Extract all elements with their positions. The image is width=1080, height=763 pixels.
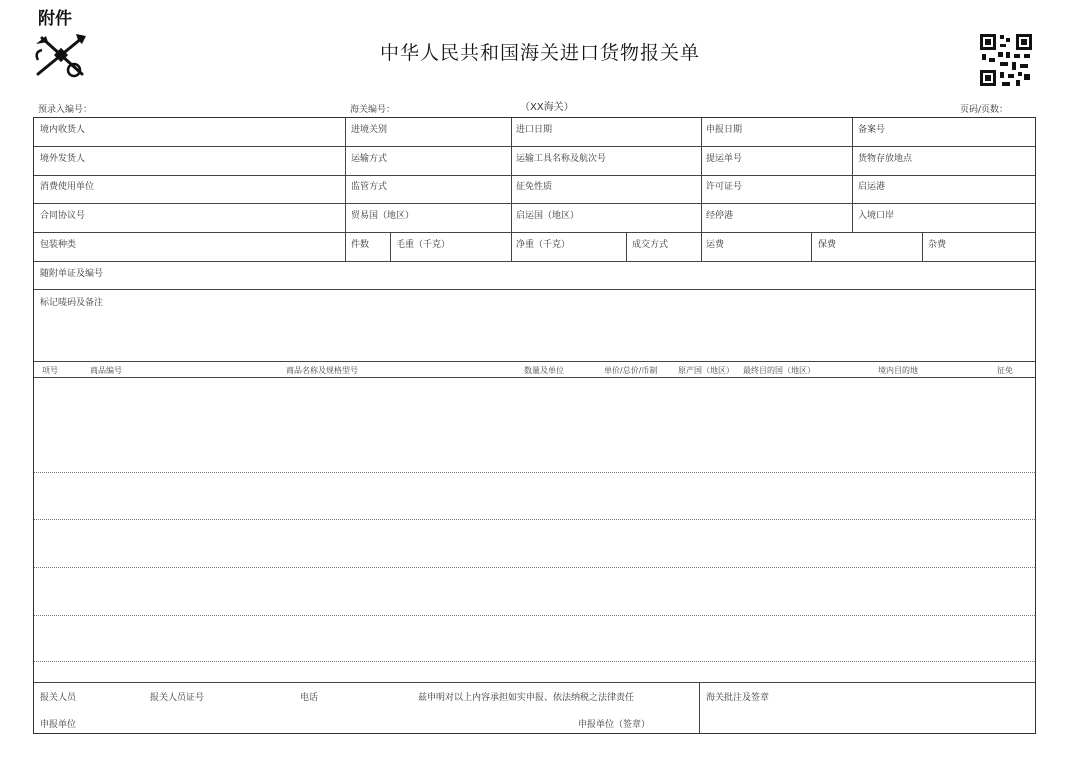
contract-no-label: 合同协议号 bbox=[40, 211, 86, 221]
supervision-mode-label: 监管方式 bbox=[351, 182, 388, 192]
misc-charges-label: 杂费 bbox=[928, 240, 947, 250]
transit-port-label: 经停港 bbox=[706, 211, 734, 221]
import-date-label: 进口日期 bbox=[516, 125, 553, 135]
declaring-unit-seal-label: 申报单位（签章） bbox=[578, 720, 651, 730]
entry-port-label: 进境关别 bbox=[351, 125, 388, 135]
net-weight-label: 净重（千克） bbox=[516, 240, 571, 250]
vessel-voyage-label: 运输工具名称及航次号 bbox=[516, 154, 607, 164]
goods-header-destination-country: 最终目的国（地区） bbox=[743, 366, 815, 375]
trade-country-label: 贸易国（地区） bbox=[351, 211, 415, 221]
declaration-form bbox=[33, 117, 1036, 734]
transport-mode-label: 运输方式 bbox=[351, 154, 388, 164]
goods-header-item-no: 项号 bbox=[42, 366, 58, 375]
page-title: 中华人民共和国海关进口货物报关单 bbox=[379, 42, 700, 64]
customs-emblem-icon bbox=[32, 30, 90, 80]
departure-port-label: 启运港 bbox=[858, 182, 886, 192]
bill-of-lading-label: 提运单号 bbox=[706, 154, 743, 164]
declaration-statement: 兹申明对以上内容承担如实申报、依法纳税之法律责任 bbox=[418, 693, 635, 703]
page-count-label: 页码/页数： bbox=[960, 105, 1009, 115]
preentry-no-label: 预录入编号： bbox=[38, 105, 93, 115]
phone-label: 电话 bbox=[300, 693, 319, 703]
freight-label: 运费 bbox=[706, 240, 725, 250]
record-no-label: 备案号 bbox=[858, 125, 886, 135]
domestic-consignee-label: 境内收货人 bbox=[40, 125, 86, 135]
declarant-label: 报关人员 bbox=[40, 693, 77, 703]
exemption-nature-label: 征免性质 bbox=[516, 182, 553, 192]
customs-no-label: 海关编号： bbox=[350, 105, 396, 115]
departure-country-label: 启运国（地区） bbox=[516, 211, 580, 221]
goods-header-hs-code: 商品编号 bbox=[90, 366, 122, 375]
declarant-cert-label: 报关人员证号 bbox=[150, 693, 205, 703]
package-count-label: 件数 bbox=[351, 240, 370, 250]
customs-approval-label: 海关批注及签章 bbox=[706, 693, 770, 703]
goods-header-name-spec: 商品名称及规格型号 bbox=[286, 366, 358, 375]
attachment-label: 附件 bbox=[38, 9, 72, 29]
goods-header-origin-country: 原产国（地区） bbox=[678, 366, 734, 375]
gross-weight-label: 毛重（千克） bbox=[396, 240, 451, 250]
package-type-label: 包装种类 bbox=[40, 240, 77, 250]
qr-code-icon bbox=[978, 32, 1034, 88]
goods-header-price-currency: 单价/总价/币制 bbox=[604, 366, 658, 375]
consumer-unit-label: 消费使用单位 bbox=[40, 182, 95, 192]
storage-location-label: 货物存放地点 bbox=[858, 154, 913, 164]
overseas-consignor-label: 境外发货人 bbox=[40, 154, 86, 164]
marks-remarks-label: 标记唛码及备注 bbox=[40, 298, 104, 308]
goods-header-exemption: 征免 bbox=[997, 366, 1013, 375]
declaring-unit-label: 申报单位 bbox=[40, 720, 77, 730]
goods-header-domestic-destination: 境内目的地 bbox=[878, 366, 918, 375]
license-no-label: 许可证号 bbox=[706, 182, 743, 192]
goods-header-qty-unit: 数量及单位 bbox=[524, 366, 564, 375]
attached-docs-label: 随附单证及编号 bbox=[40, 269, 104, 279]
declaration-date-label: 申报日期 bbox=[706, 125, 743, 135]
entry-frontier-label: 入境口岸 bbox=[858, 211, 895, 221]
transaction-mode-label: 成交方式 bbox=[632, 240, 669, 250]
insurance-label: 保费 bbox=[818, 240, 837, 250]
customs-name: （XX海关） bbox=[520, 102, 574, 113]
